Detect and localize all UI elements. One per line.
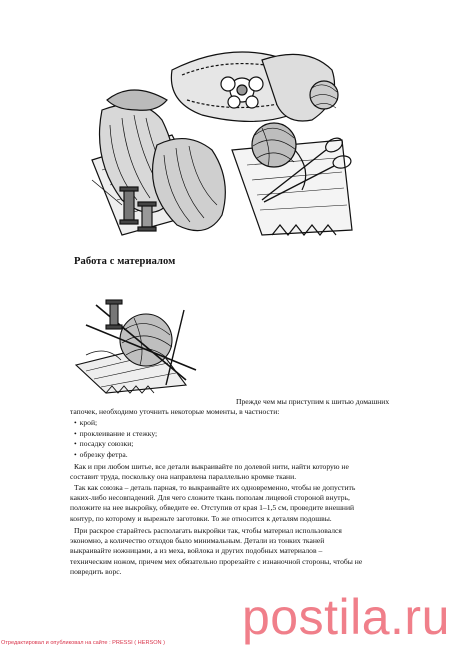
list-item: • обрезку фетра. [74, 450, 157, 461]
paragraph-2 [70, 483, 430, 524]
slippers-yarn-scissors-illustration-icon [62, 40, 358, 240]
footer-credit: Отредактировал и опубликовал на сайте : PRESSI ( HERSON ) [1, 640, 166, 646]
paragraph-3 [70, 526, 430, 577]
paragraph-1 [70, 462, 430, 482]
paragraph-line: техническим ножом, причем мех обязательно прорезайте с изнаночной стороны, чтобы не [70, 556, 363, 566]
paragraph-line: экономно, а количество отходов было минимальным. Детали из тонких тканей [70, 536, 325, 546]
paragraph-line: составит труда, поскольку она направлена параллельно кромке ткани. [70, 472, 297, 482]
paragraph-line: повредить ворс. [70, 566, 122, 576]
intro-line-1: Прежде чем мы приступим к шитью домашних [236, 397, 390, 406]
paragraph-line: положите на нее выкройку, обведите ее. Отступив от края 1–1,5 см, проведите внешний [70, 503, 355, 513]
paragraph-line: При раскрое старайтесь располагать выкройки так, чтобы материал использовался [74, 526, 342, 535]
yarn-ball-crochet-hooks-illustration-icon [66, 285, 206, 395]
bullet-list [74, 418, 157, 460]
list-item: • проклеивание и стежку; [74, 429, 157, 440]
watermark: postila.ru [242, 589, 450, 645]
paragraph-line: Так как союзка – деталь парная, то выкраивайте их одновременно, чтобы не допустить [74, 483, 356, 492]
paragraph-line: контур, по которому и вырежьте заготовки. То же относится к деталям подошвы. [70, 513, 332, 523]
paragraph-line: каких-либо несовпадений. Для чего сложите ткань пополам лицевой стороной внутрь, [70, 493, 350, 503]
intro-line-2: тапочек, необходимо уточнить некоторые моменты, в частности: [70, 407, 280, 416]
paragraph-line: Как и при любом шитье, все детали выкраивайте по долевой нити, найти которую не [74, 462, 349, 471]
list-item: • посадку союзки; [74, 439, 157, 450]
paragraph-line: выкраивайте ножницами, а из меха, войлока и других подобных материалов – [70, 546, 323, 556]
section-heading: Работа с материалом [74, 256, 176, 267]
list-item: • крой; [74, 418, 157, 429]
